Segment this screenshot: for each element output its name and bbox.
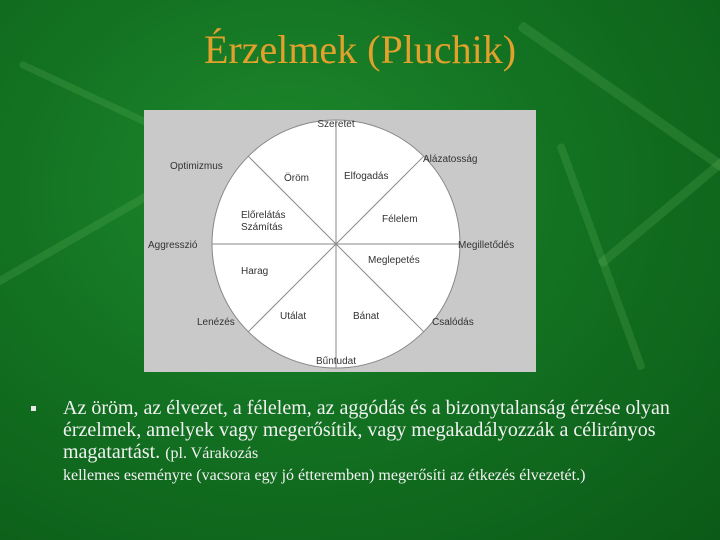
- inner-label-szamitas: Számítás: [241, 222, 283, 233]
- outer-label-aggresszio: Aggresszió: [148, 240, 198, 251]
- bullet-main-text: Az öröm, az élvezet, a félelem, az aggódás és a bizonytalanság érzése olyan érzelmek, amelyek vagy megerősítik, vagy megakadályozzák a célirányos magatartást.: [63, 397, 670, 463]
- inner-label-orom: Öröm: [284, 173, 309, 184]
- plutchik-wheel-figure: [144, 110, 536, 372]
- outer-label-megilletodes: Megilletődés: [458, 240, 515, 251]
- plutchik-wheel-svg: [144, 110, 536, 372]
- outer-label-optimizmus: Optimizmus: [170, 161, 223, 172]
- inner-label-meglepetes: Meglepetés: [368, 255, 420, 266]
- bullet-example-text: kellemes eseményre (vacsora egy jó étteremben) megerősíti az étkezés élvezetét.): [63, 467, 586, 484]
- inner-label-felelem: Félelem: [382, 214, 418, 225]
- inner-label-elorelatas: Előrelátás: [241, 210, 286, 221]
- outer-label-csalodas: Csalódás: [432, 317, 474, 328]
- inner-label-elfogadas: Elfogadás: [344, 171, 389, 182]
- inner-label-utalat: Utálat: [280, 311, 307, 322]
- bullet-marker: [31, 406, 36, 411]
- outer-label-szeretet: Szeretet: [317, 119, 355, 130]
- bullet-example-start: (pl. Várakozás: [165, 445, 259, 462]
- slide-title: Érzelmek (Pluchik): [203, 27, 517, 72]
- background-leaf: [0, 191, 153, 308]
- outer-label-buntudat: Bűntudat: [315, 356, 357, 367]
- inner-label-banat: Bánat: [353, 311, 380, 322]
- bullet-text: [63, 397, 703, 465]
- outer-label-alazatossag: Alázatosság: [423, 154, 478, 165]
- outer-label-lenezes: Lenézés: [197, 317, 235, 328]
- inner-label-harag: Harag: [241, 266, 269, 277]
